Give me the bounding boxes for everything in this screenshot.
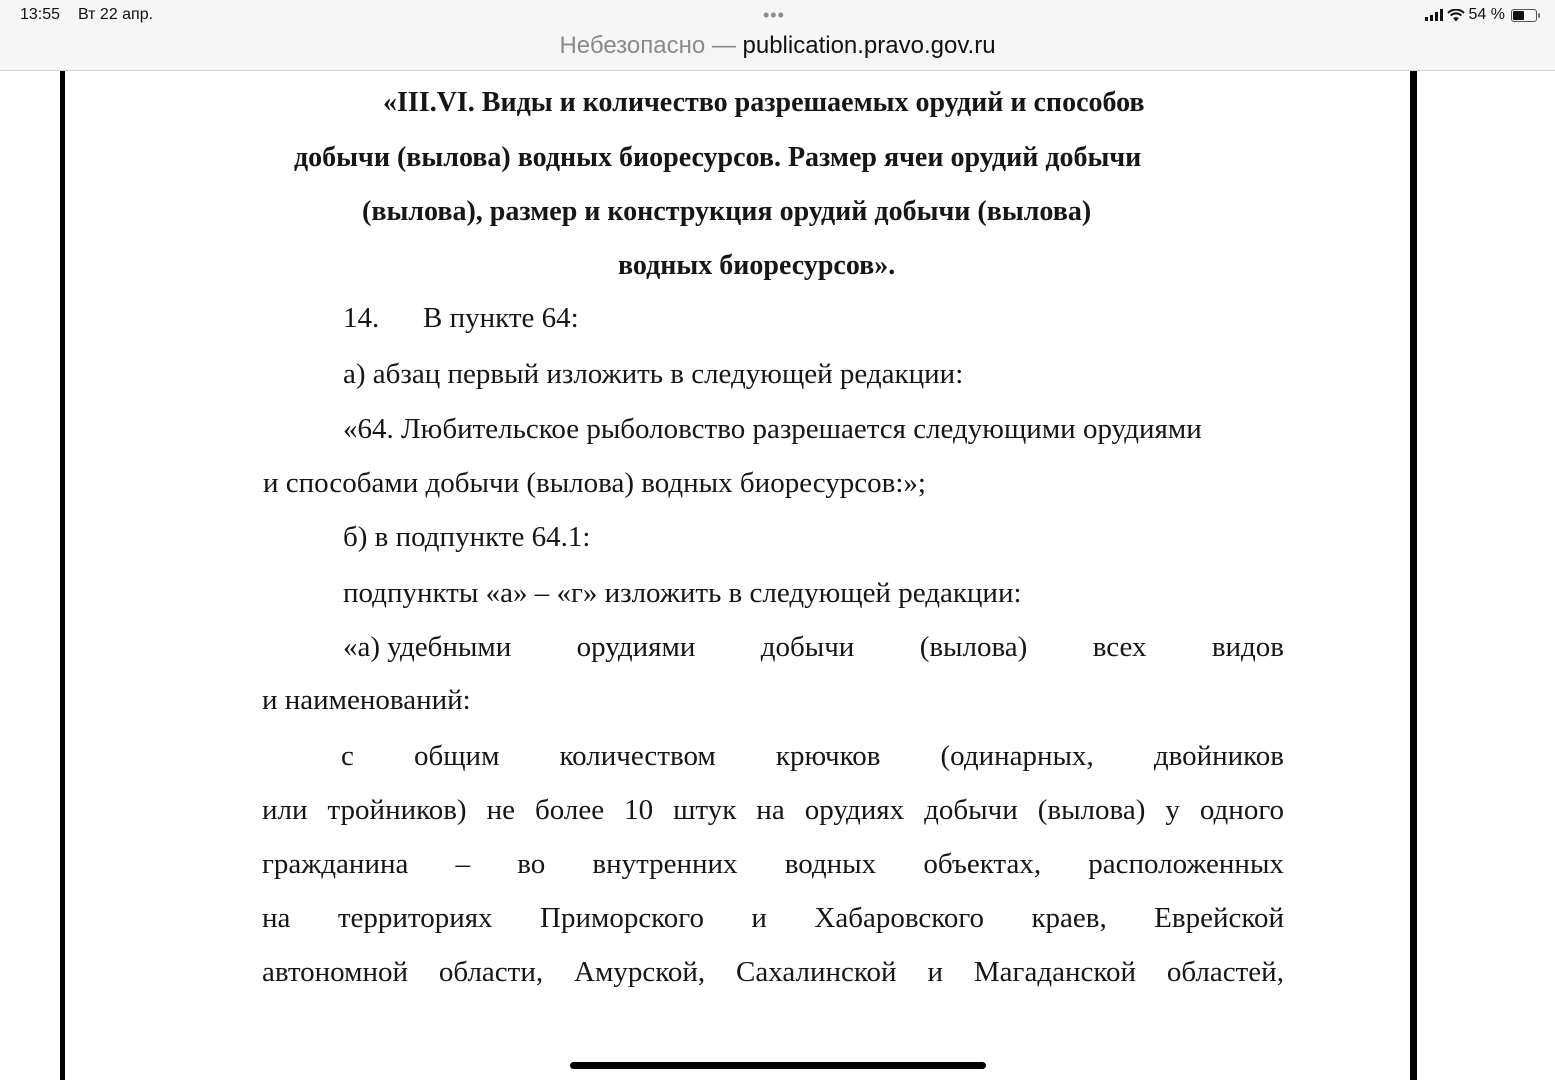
battery-icon <box>1511 9 1537 22</box>
url-host: publication.pravo.gov.ru <box>742 32 996 59</box>
address-bar[interactable] <box>0 31 1555 61</box>
item-number: 14. <box>343 302 380 334</box>
word: количеством <box>559 740 716 772</box>
word: одного <box>1199 794 1284 826</box>
word: не <box>486 794 515 826</box>
word: с <box>341 740 354 772</box>
heading-line-4: водных биоресурсов». <box>618 250 896 281</box>
item-text: В пункте 64: <box>423 302 579 334</box>
heading-line-2: добычи (вылова) водных биоресурсов. Размер ячеи орудий добычи <box>294 142 1142 173</box>
word: более <box>534 794 605 826</box>
word: и <box>751 902 767 934</box>
quote-64-line-1: «64. Любительское рыболовство разрешается следующими орудиями <box>343 413 1202 445</box>
word: штук <box>673 794 737 826</box>
word: орудиями <box>576 631 696 663</box>
page-border-left <box>60 71 65 1080</box>
subitems-paragraph: подпункты «а» – «г» изложить в следующей редакции: <box>343 577 1022 609</box>
word: тройников) <box>327 794 467 826</box>
word: добычи <box>924 794 1018 826</box>
browser-top-bar <box>0 0 1555 71</box>
hooks-line-3 <box>262 846 1284 882</box>
word: Еврейской <box>1154 902 1284 934</box>
word: на <box>756 794 785 826</box>
word: и <box>927 956 943 988</box>
word: Приморского <box>540 902 704 934</box>
word: (вылова) <box>1037 794 1146 826</box>
word: внутренних <box>592 848 738 880</box>
word: (вылова) <box>919 631 1028 663</box>
paragraph-a: а) абзац первый изложить в следующей редакции: <box>343 358 964 390</box>
home-indicator[interactable] <box>570 1062 986 1069</box>
word: добычи <box>760 631 855 663</box>
paragraph-b: б) в подпункте 64.1: <box>343 521 591 553</box>
word: Амурской, <box>574 956 706 988</box>
word: – <box>455 848 471 880</box>
page-border-right <box>1410 71 1417 1080</box>
word: видов <box>1211 631 1284 663</box>
word: на <box>262 902 291 934</box>
hooks-line-4 <box>262 900 1284 936</box>
word: у <box>1165 794 1180 826</box>
word: расположенных <box>1088 848 1284 880</box>
hooks-line-2 <box>262 792 1284 828</box>
word: объектах, <box>923 848 1042 880</box>
heading-line-3: (вылова), размер и конструкция орудий добычи (вылова) <box>362 196 1092 227</box>
word: «а) удебными <box>343 631 512 663</box>
word: Хабаровского <box>814 902 985 934</box>
word: территориях <box>337 902 493 934</box>
word: орудиях <box>804 794 905 826</box>
word: водных <box>784 848 877 880</box>
word: краев, <box>1031 902 1107 934</box>
sub-a-line <box>343 629 1284 665</box>
hooks-line-1 <box>341 738 1284 774</box>
heading-line-1: «III.VI. Виды и количество разрешаемых орудий и способов <box>383 87 1145 118</box>
hooks-line-5 <box>262 954 1284 990</box>
status-indicators <box>1425 5 1537 25</box>
word: или <box>262 794 308 826</box>
battery-percent: 54 % <box>1468 6 1505 23</box>
word: во <box>517 848 546 880</box>
word: гражданина <box>262 848 409 880</box>
word: Магаданской <box>973 956 1136 988</box>
word: автономной <box>262 956 408 988</box>
word: двойников <box>1153 740 1284 772</box>
word: Сахалинской <box>736 956 897 988</box>
word: 10 <box>624 794 654 826</box>
status-date: Вт 22 апр. <box>78 6 154 23</box>
word: крючков <box>775 740 881 772</box>
word: области, <box>438 956 544 988</box>
insecure-label: Небезопасно — <box>559 32 736 59</box>
word: (одинарных, <box>940 740 1094 772</box>
quote-64-line-2: и способами добычи (вылова) водных биоресурсов:»; <box>263 467 926 499</box>
cellular-signal-icon <box>1425 9 1443 21</box>
word: всех <box>1092 631 1147 663</box>
sub-a-continuation: и наименований: <box>262 684 471 716</box>
status-time: 13:55 <box>20 6 61 23</box>
more-options-icon[interactable]: ••• <box>763 5 785 25</box>
word: общим <box>413 740 500 772</box>
wifi-icon <box>1447 9 1465 22</box>
word: областей, <box>1166 956 1284 988</box>
